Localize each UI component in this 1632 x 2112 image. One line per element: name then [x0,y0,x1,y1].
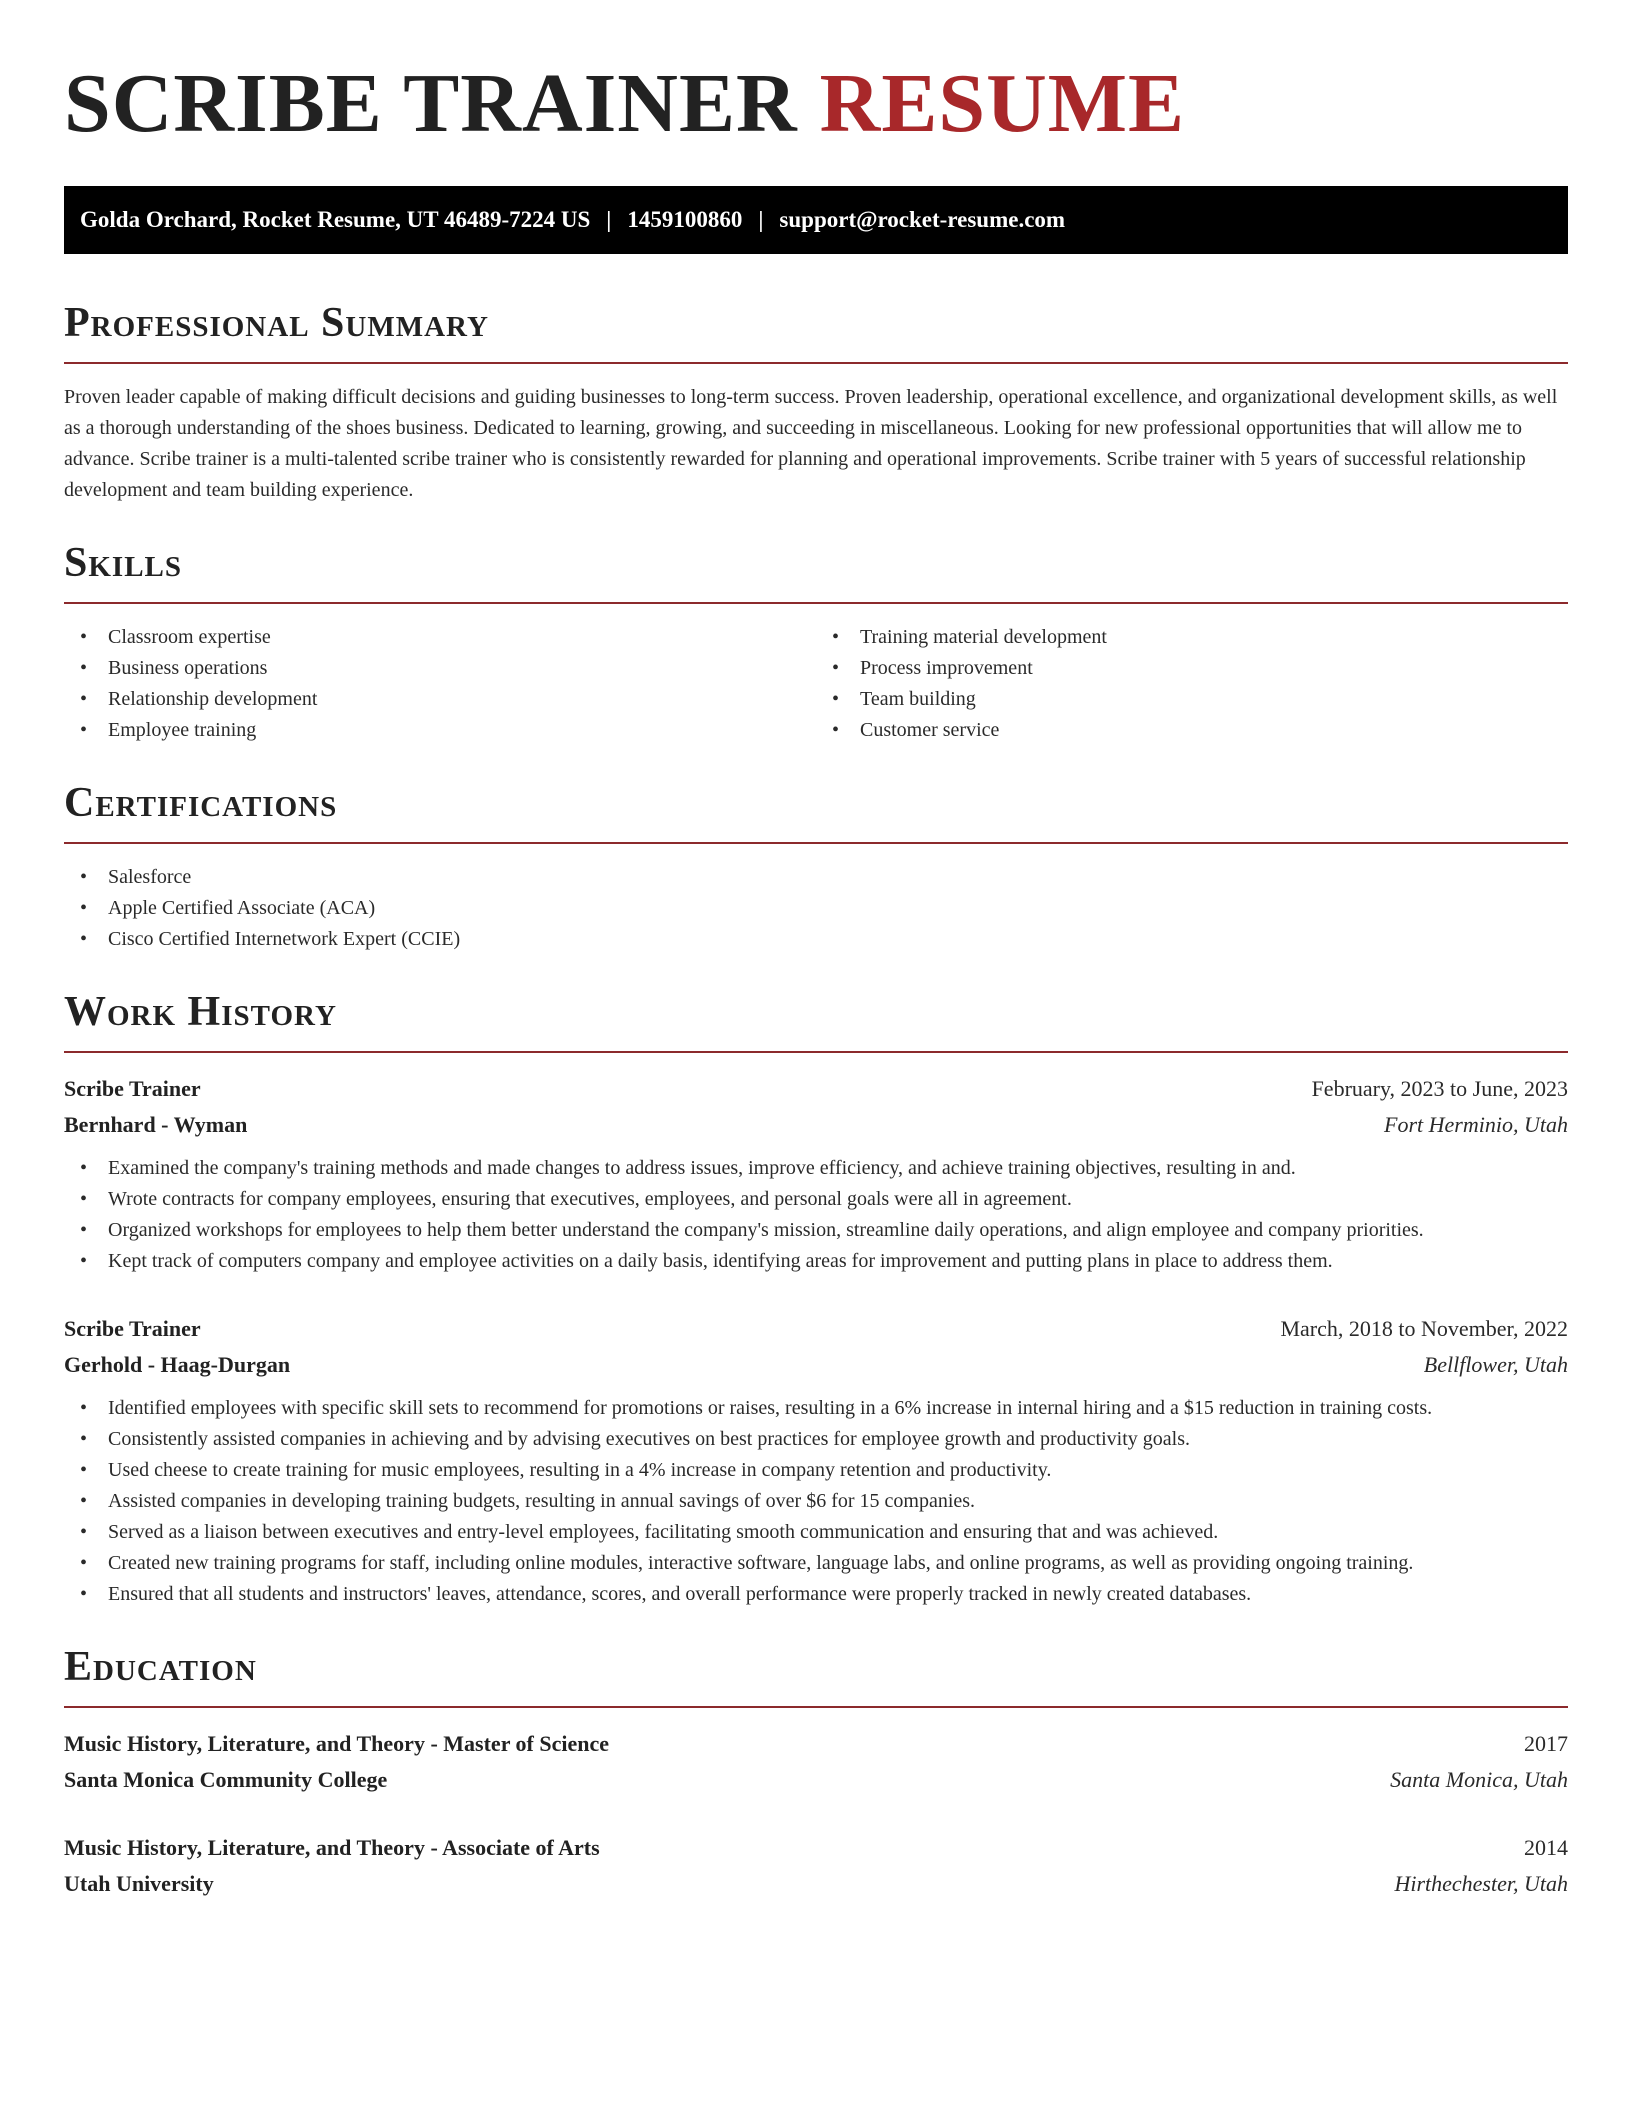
skills-list-left [64,622,816,746]
job-company-row [64,1107,1568,1143]
contact-separator: | [758,207,764,232]
skill-item: • Employee training [64,715,816,746]
job-company: Bernhard - Wyman [64,1112,248,1137]
job-company-row [64,1347,1568,1383]
summary-text: Proven leader capable of making difficult decisions and guiding businesses to long-term success. Proven leadership, operational excellence, and organizational development skills, as well as a thorough understanding of the shoes business. Dedicated to learning, growing, and succeeding in miscellaneous. Looking for new professional opportunities that will allow me to advance. Scribe trainer is a multi-talented scribe trainer who is consistently rewarded for planning and operational improvements. Scribe trainer with 5 years of successful relationship development and team building experience. [64,386,1558,501]
education-location: Santa Monica, Utah [1390,1767,1568,1792]
skill-item: • Classroom expertise [64,622,816,653]
job-title-row [64,1071,1568,1107]
skill-item: • Relationship development [64,684,816,715]
job-location: Bellflower, Utah [1423,1352,1568,1377]
job-dates: March, 2018 to November, 2022 [1280,1316,1568,1341]
job-bullets [64,1153,1568,1277]
contact-bar [64,186,1568,254]
education-school: Utah University [64,1871,214,1896]
job-bullet: • Kept track of computers company and employee activities on a daily basis, identifying areas for improvement and putting plans in place to address them. [64,1246,1568,1277]
section-heading-certifications: Certifications [64,778,1568,844]
job-bullet: • Created new training programs for staff, including online modules, interactive software, language labs, and online programs, as well as providing ongoing training. [64,1548,1568,1579]
skills-grid [64,604,1568,746]
contact-email: support@rocket-resume.com [779,207,1066,232]
education-list [64,1726,1568,1902]
contact-address: Golda Orchard, Rocket Resume, UT 46489-7224 US [80,207,591,232]
job-entry [64,1071,1568,1277]
skill-item: • Training material development [816,622,1568,653]
skill-item: • Process improvement [816,653,1568,684]
section-heading-education: Education [64,1642,1568,1708]
resume-title [64,56,1568,152]
skills-list-right [816,622,1568,746]
job-bullet: • Served as a liaison between executives and entry-level employees, facilitating smooth communication and ensuring that and was achieved. [64,1517,1568,1548]
title-main: SCRIBE TRAINER [64,57,798,150]
certification-item: • Salesforce [64,862,1568,893]
skill-item: • Business operations [64,653,816,684]
job-title: Scribe Trainer [64,1316,201,1341]
job-bullet: • Wrote contracts for company employees, ensuring that executives, employees, and personal goals were all in agreement. [64,1184,1568,1215]
education-school-row [64,1866,1568,1902]
contact-phone: 1459100860 [627,207,743,232]
education-entry [64,1726,1568,1798]
job-entry [64,1311,1568,1610]
education-degree: Music History, Literature, and Theory - Master of Science [64,1731,610,1756]
title-accent: RESUME [819,57,1186,150]
contact-separator: | [606,207,612,232]
job-bullet: • Ensured that all students and instructors' leaves, attendance, scores, and overall performance were properly tracked in newly created databases. [64,1579,1568,1610]
certification-item: • Cisco Certified Internetwork Expert (CCIE) [64,924,1568,955]
education-year: 2014 [1524,1835,1568,1860]
job-title: Scribe Trainer [64,1076,201,1101]
education-degree-row [64,1726,1568,1762]
education-degree: Music History, Literature, and Theory - Associate of Arts [64,1835,600,1860]
job-location: Fort Herminio, Utah [1384,1112,1568,1137]
job-bullet: • Identified employees with specific skill sets to recommend for promotions or raises, resulting in a 6% increase in internal hiring and a $15 reduction in training costs. [64,1393,1568,1424]
section-heading-summary: Professional Summary [64,298,1568,364]
job-bullet: • Examined the company's training methods and made changes to address issues, improve efficiency, and achieve training objectives, resulting in and. [64,1153,1568,1184]
section-heading-skills: Skills [64,538,1568,604]
skill-item: • Team building [816,684,1568,715]
education-entry [64,1830,1568,1902]
job-company: Gerhold - Haag-Durgan [64,1352,291,1377]
job-bullet: • Organized workshops for employees to help them better understand the company's mission, streamline daily operations, and align employee and company priorities. [64,1215,1568,1246]
education-location: Hirthechester, Utah [1394,1871,1568,1896]
job-bullet: • Consistently assisted companies in achieving and by advising executives on best practices for employee growth and productivity goals. [64,1424,1568,1455]
job-bullets [64,1393,1568,1610]
education-school-row [64,1762,1568,1798]
job-dates: February, 2023 to June, 2023 [1311,1076,1568,1101]
education-degree-row [64,1830,1568,1866]
job-title-row [64,1311,1568,1347]
job-bullet: • Assisted companies in developing training budgets, resulting in annual savings of over $6 for 15 companies. [64,1486,1568,1517]
education-year: 2017 [1524,1731,1568,1756]
certifications-list [64,862,1568,955]
section-heading-work-history: Work History [64,987,1568,1053]
education-school: Santa Monica Community College [64,1767,388,1792]
certification-item: • Apple Certified Associate (ACA) [64,893,1568,924]
skill-item: • Customer service [816,715,1568,746]
job-bullet: • Used cheese to create training for music employees, resulting in a 4% increase in company retention and productivity. [64,1455,1568,1486]
